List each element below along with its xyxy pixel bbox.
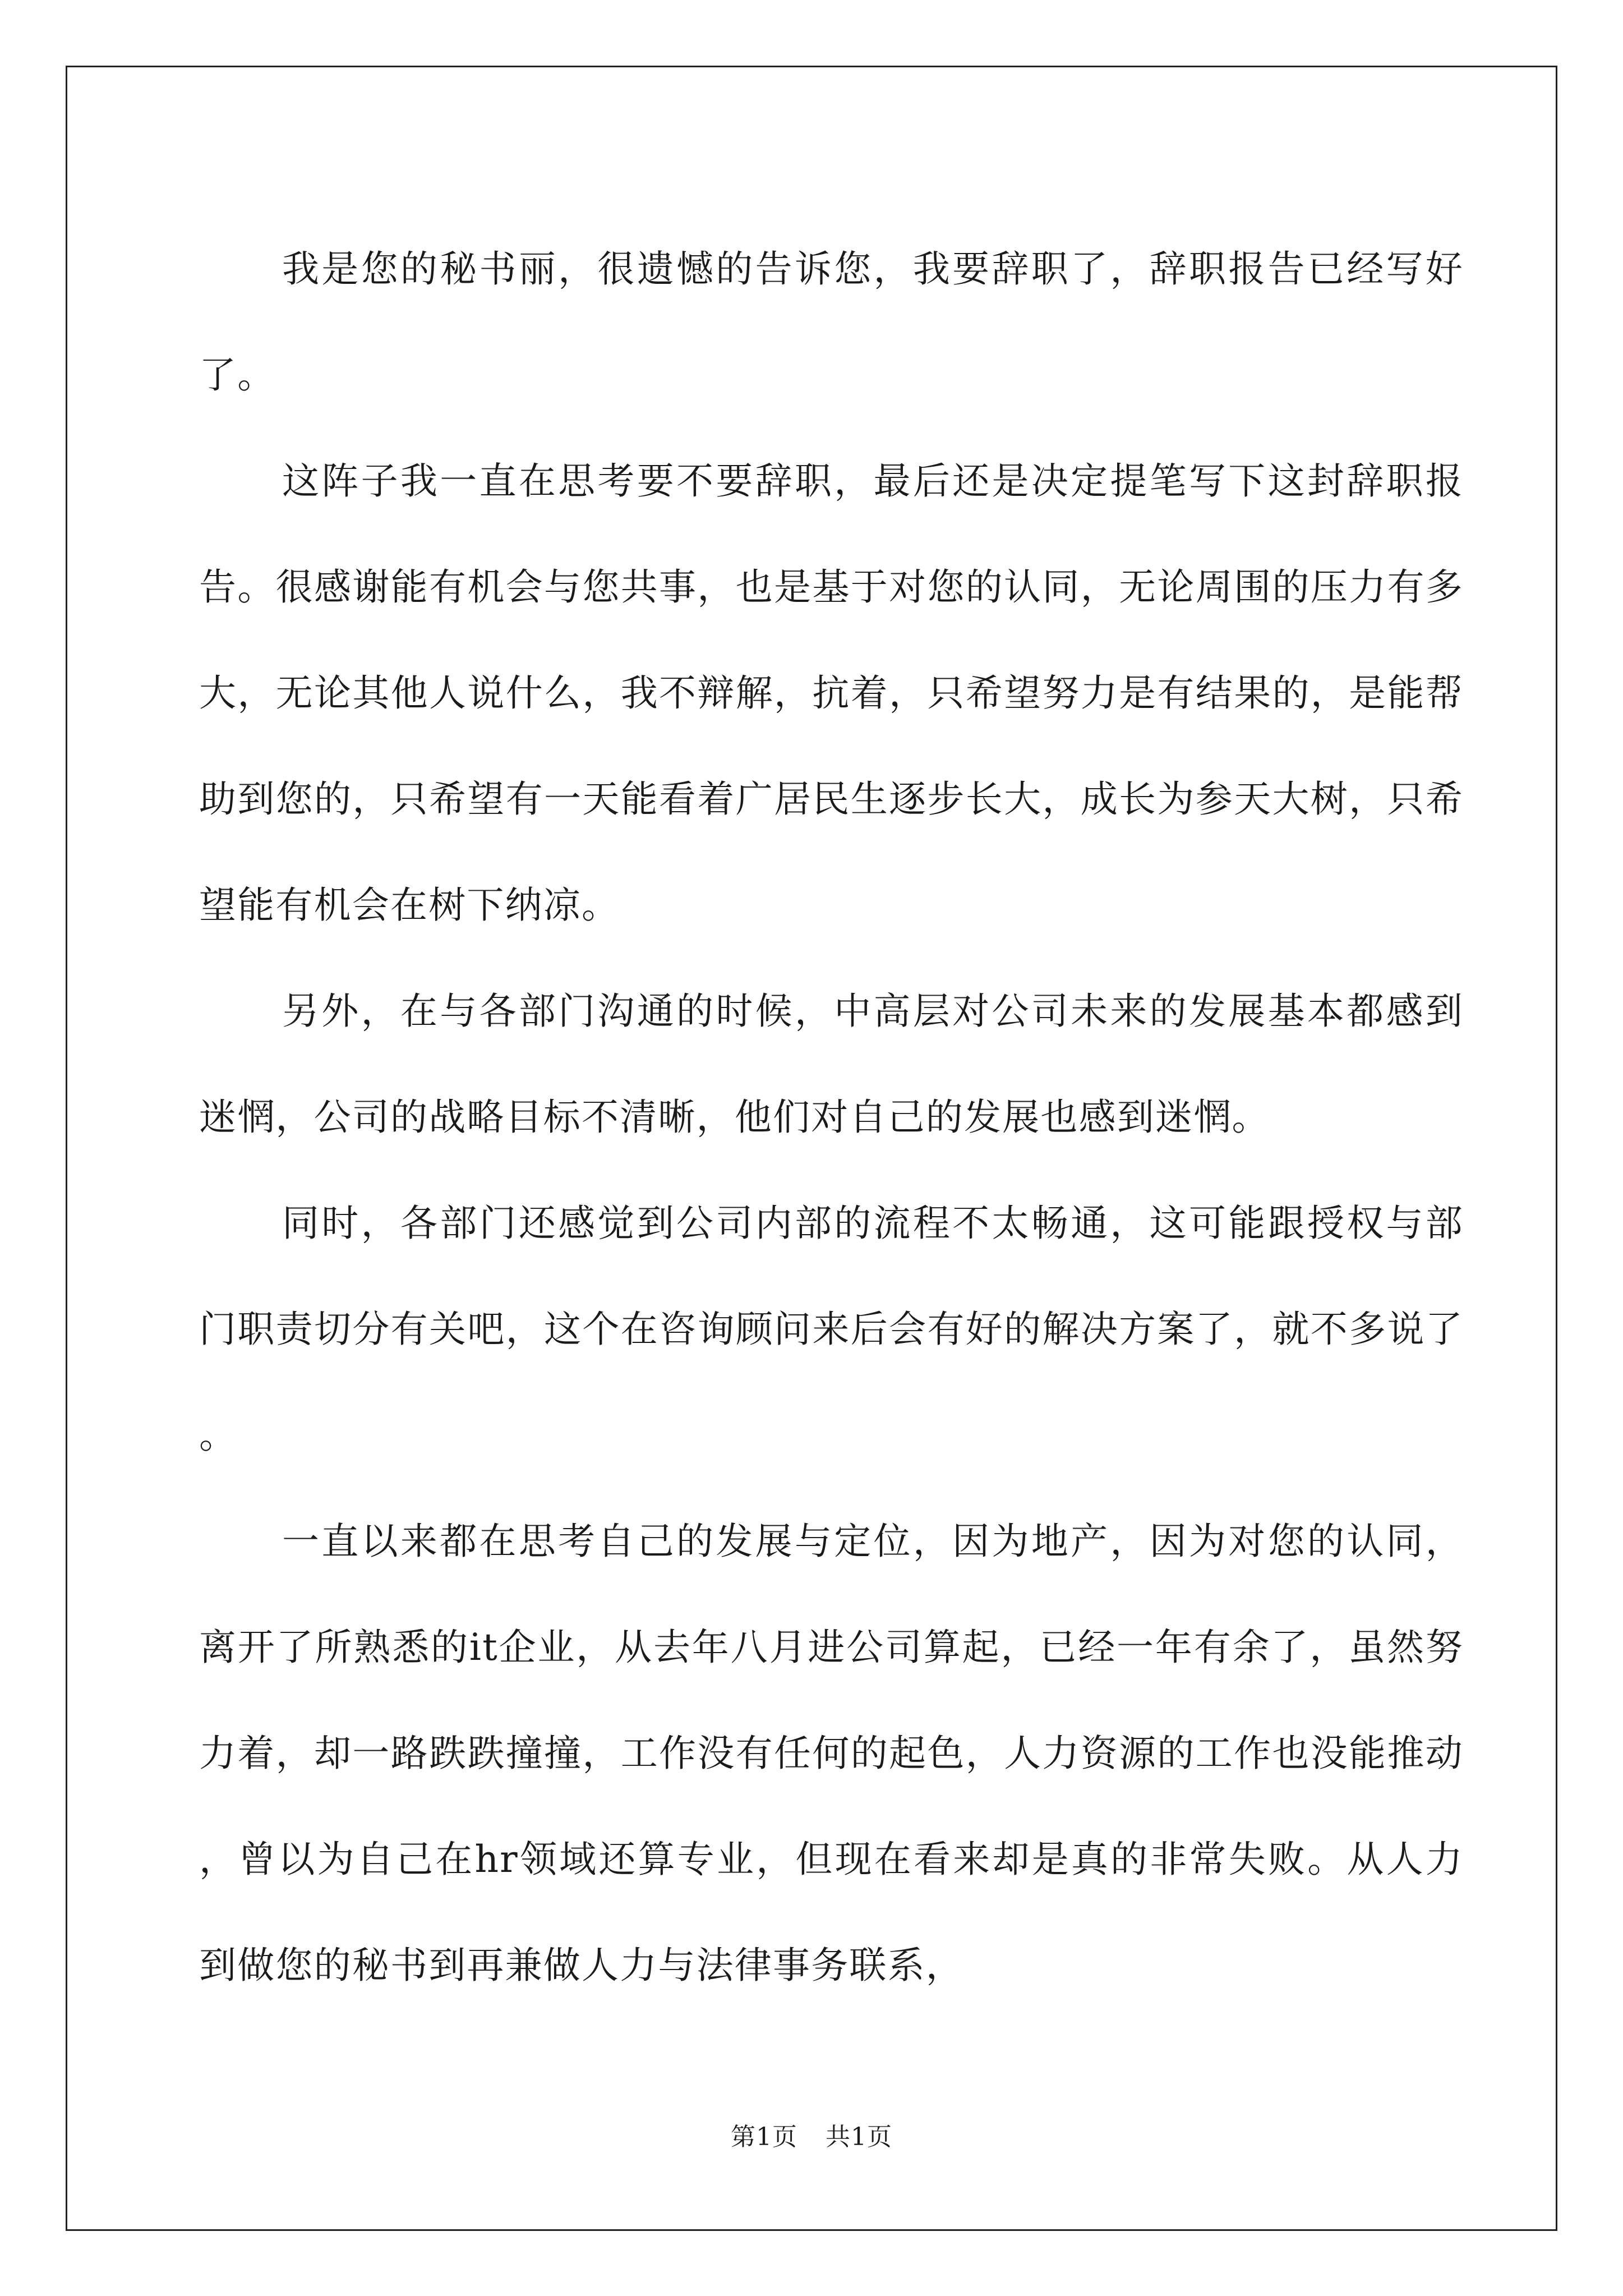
document-body bbox=[199, 216, 1464, 2018]
paragraph-1: 我是您的秘书丽，很遗憾的告诉您，我要辞职了，辞职报告已经写好了。 bbox=[199, 247, 1464, 397]
paragraph-3: 另外，在与各部门沟通的时候，中高层对公司未来的发展基本都感到迷惘，公司的战略目标不清晰，他们对自己的发展也感到迷惘。 bbox=[199, 990, 1464, 1139]
page-number-total: 共1页 bbox=[826, 2123, 892, 2151]
paragraph-5: 一直以来都在思考自己的发展与定位，因为地产，因为对您的认同，离开了所熟悉的it企业，从去年八月进公司算起，已经一年有余了，虽然努力着，却一路跌跌撞撞，工作没有任何的起色，人力资源的工作也没能推动，曾以为自己在hr领域还算专业，但现在看来却是真的非常失败。从人力到做您的秘书到再兼做人力与法律事务联系， bbox=[199, 1520, 1464, 1987]
paragraph-2: 这阵子我一直在思考要不要辞职，最后还是决定提笔写下这封辞职报告。很感谢能有机会与您共事，也是基于对您的认同，无论周围的压力有多大，无论其他人说什么，我不辩解，抗着，只希望努力是有结果的，是能帮助到您的，只希望有一天能看着广居民生逐步长大，成长为参天大树，只希望能有机会在树下纳凉。 bbox=[199, 459, 1464, 927]
paragraph-4: 同时，各部门还感觉到公司内部的流程不太畅通，这可能跟授权与部门职责切分有关吧，这个在咨询顾问来后会有好的解决方案了，就不多说了。 bbox=[199, 1202, 1464, 1457]
page-footer bbox=[0, 2120, 1623, 2154]
page-number-current: 第1页 bbox=[731, 2123, 797, 2151]
